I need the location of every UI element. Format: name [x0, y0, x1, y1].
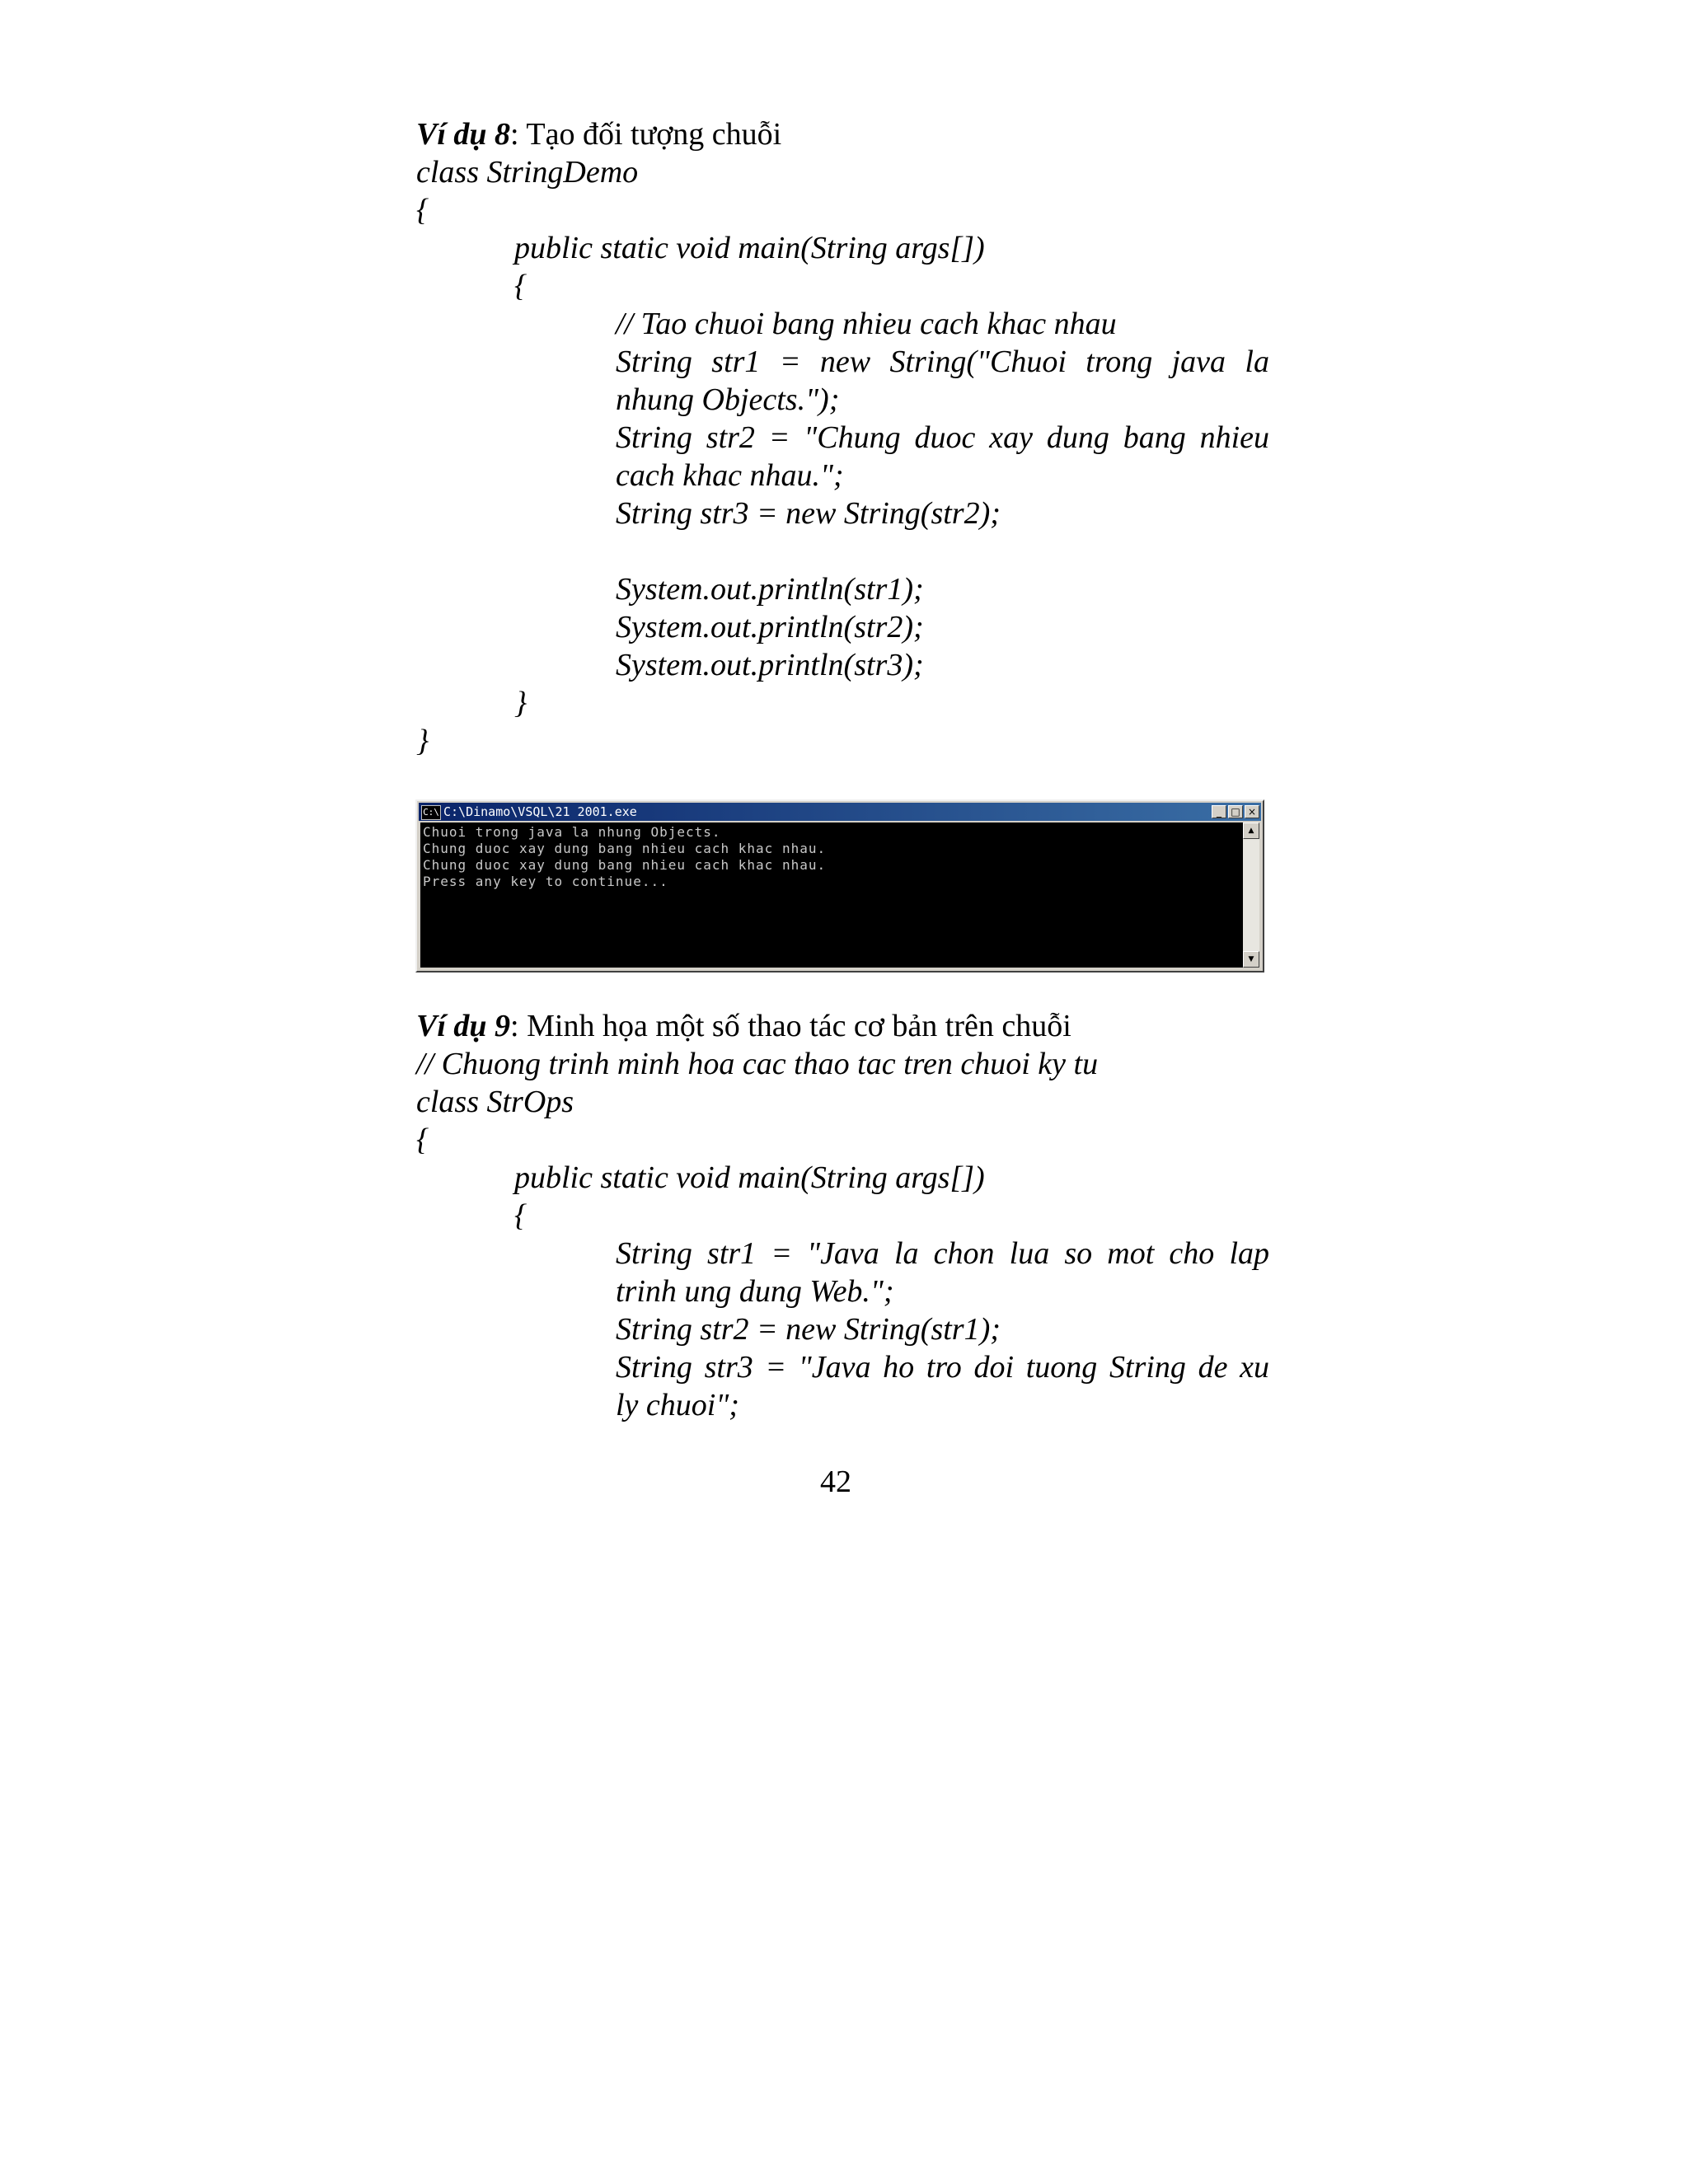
example8-label: Ví dụ 8	[416, 117, 511, 152]
scroll-up-arrow-icon[interactable]: ▲	[1243, 823, 1259, 839]
example8-code-line: String str2 = "Chung duoc xay dung bang nhieu	[616, 420, 1269, 455]
console-window	[415, 799, 1264, 972]
example9-code-line: trinh ung dung Web.";	[616, 1274, 894, 1309]
example9-heading	[416, 1007, 1071, 1045]
example8-main-signature: public static void main(String args[])	[514, 231, 985, 265]
console-output	[420, 823, 1243, 968]
example8-title: : Tạo đối tượng chuỗi	[510, 117, 782, 152]
console-scrollbar[interactable]	[1243, 823, 1259, 968]
example8-class-line: class StringDemo	[416, 155, 639, 190]
example9-class-line: class StrOps	[416, 1085, 574, 1119]
scroll-down-arrow-icon[interactable]: ▼	[1243, 951, 1259, 968]
minimize-button[interactable]: _	[1212, 805, 1226, 818]
console-icon: C:\	[421, 805, 441, 820]
example9-label: Ví dụ 9	[416, 1009, 511, 1043]
example8-main-open-brace: {	[514, 269, 528, 303]
example8-code-line: System.out.println(str2);	[616, 610, 924, 644]
example8-code-line: cach khac nhau.";	[616, 458, 844, 493]
example8-code-line: // Tao chuoi bang nhieu cach khac nhau	[616, 307, 1117, 341]
example8-heading	[416, 115, 781, 153]
console-title: C:\Dinamo\VSQL\21 2001.exe	[443, 804, 637, 819]
example9-open-brace: {	[416, 1122, 429, 1157]
example9-main-open-brace: {	[514, 1198, 528, 1233]
example8-code-line: System.out.println(str1);	[616, 572, 924, 607]
example9-title: : Minh họa một số thao tác cơ bản trên chuỗi	[510, 1009, 1071, 1043]
example8-code-line: String str1 = new String("Chuoi trong java la	[616, 344, 1269, 379]
example9-code-line: ly chuoi";	[616, 1388, 739, 1422]
example8-open-brace: {	[416, 193, 429, 227]
example8-close-brace: }	[416, 724, 429, 758]
example9-code-line: String str2 = new String(str1);	[616, 1312, 1001, 1347]
example9-main-signature: public static void main(String args[])	[514, 1160, 985, 1195]
page-number: 42	[820, 1465, 851, 1499]
example8-code-line: System.out.println(str3);	[616, 648, 924, 682]
console-output-line: Chung duoc xay dung bang nhieu cach khac nhau.	[423, 857, 827, 873]
console-output-line: Chuoi trong java la nhung Objects.	[423, 824, 721, 840]
console-output-line: Press any key to continue...	[423, 874, 668, 889]
example9-comment: // Chuong trinh minh hoa cac thao tac tren chuoi ky tu	[416, 1047, 1099, 1081]
restore-button[interactable]: □	[1228, 805, 1243, 818]
example9-code-line: String str1 = "Java la chon lua so mot cho lap	[616, 1236, 1269, 1271]
console-titlebar	[419, 803, 1261, 821]
example8-code-line: String str3 = new String(str2);	[616, 496, 1001, 531]
example9-code-line: String str3 = "Java ho tro doi tuong String de xu	[616, 1350, 1269, 1385]
example8-main-close-brace: }	[514, 686, 528, 720]
example8-code-line: nhung Objects.");	[616, 382, 840, 417]
console-output-line: Chung duoc xay dung bang nhieu cach khac nhau.	[423, 841, 827, 856]
close-button[interactable]: ×	[1245, 805, 1259, 818]
